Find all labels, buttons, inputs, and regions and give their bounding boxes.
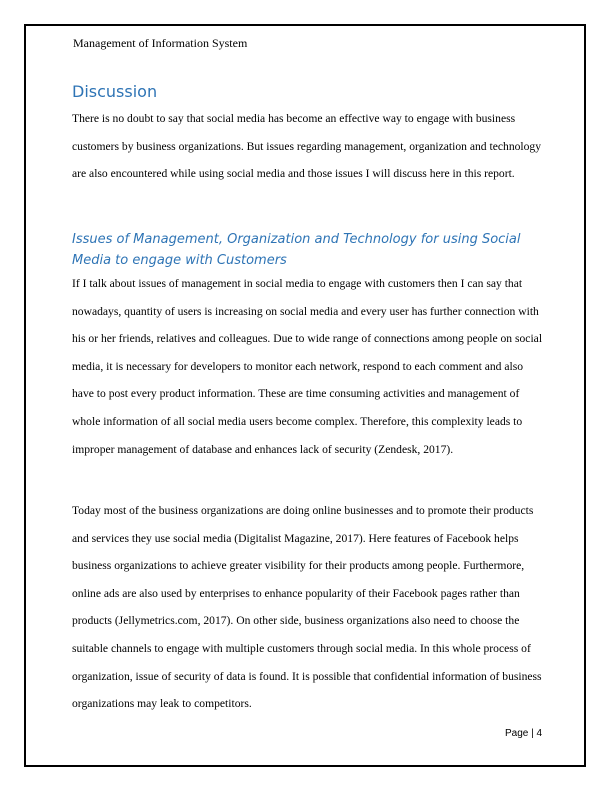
page-number: Page | 4 — [505, 728, 543, 739]
discussion-paragraph: There is no doubt to say that social media has become an effective way to engage with business customers by business organizations. But issues regarding management, organization and technology are also encountered while using social media and those issues I will discuss here in this report. — [72, 112, 542, 181]
issues-paragraph-2: Today most of the business organizations are doing online businesses and to promote their products and services they use social media (Digitalist Magazine, 2017). Here features of Facebook helps business organizations to achieve greater visibility for their products among people. Furthermore, online ads are also used by enterprises to enhance popularity of their Facebook pages rather than products (Jellymetrics.com, 2017). On other side, business organizations also need to choose the suitable channels to engage with multiple customers through social media. In this whole process of organization, issue of security of data is found. It is possible that confidential information of business organizations may leak to competitors. — [72, 504, 542, 711]
running-header: Management of Information System — [73, 36, 248, 50]
issues-heading: Issues of Management, Organization and Technology for using Social Media to engage with Customers — [72, 232, 521, 268]
discussion-heading: Discussion — [72, 82, 158, 101]
issues-paragraph-1: If I talk about issues of management in social media to engage with customers then I can say that nowadays, quantity of users is increasing on social media and every user has further connection with his or her friends, relatives and colleagues. Due to wide range of connections among people on social media, it is necessary for developers to monitor each network, respond to each comment and also have to post every product information. These are time consuming activities and management of whole information of all social media users become complex. Therefore, this complexity leads to improper management of database and enhances lack of security (Zendesk, 2017). — [72, 277, 543, 456]
